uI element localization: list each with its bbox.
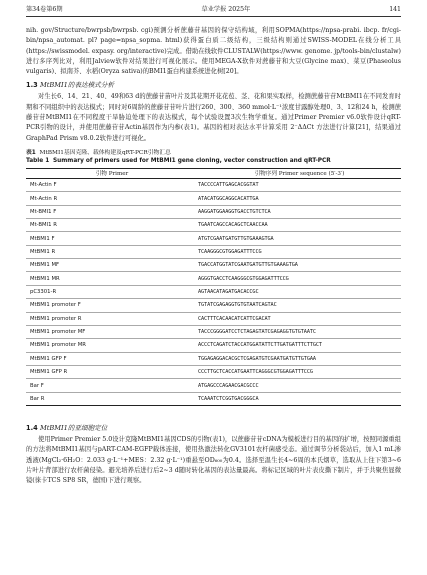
primer-sequence-cell: AAGGATGGAAGGTGACCTGTCTCA [198,205,401,218]
primer-name-cell: MtBMI1 R [26,245,198,258]
table-row [26,219,401,232]
table-label-en: Table 1 [26,157,50,164]
section-1-4-body: 使用Primer Premier 5.0设计克隆MtBMI1基因CDS的引物(表1)，以蔗藤苷苷cDNA为模板进行目的基因的扩增，按照同源重组的方法将MtBMI1基因与pART-CAM-EGFP载体连接，使用热激法转化GV3101农杆菌感受态。通过调节分析袋站后，加入1 mL渗透液(MgCl₂·6H₂O：2.033 g·L⁻¹+MES：2.32 g·L⁻¹)重悬至OD₆₀₀为0.4。选择至温生长4~6周的本氏烟草，选取从上往下第3~6片叶片背部进行农杆菌侵染。避光培养后进行后2~3 d随时转化基因的表达量最高。将标记区域的叶片表皮撕下制片，并于共聚焦显微镜(徕卡TCS SP8 SR，德国)下进行观察。 [26,436,401,485]
table-label: 表1 [26,149,36,156]
table-row [26,192,401,205]
primer-sequence-cell: ACCCTCAGATCTACCATGGATATTCTTGATGATTTCTTGCT [198,339,401,352]
primer-sequence-cell: TGTATCGAGAGGTGTGTAATCAGTAC [198,299,401,312]
primer-name-cell: MtBMI1 promoter MF [26,325,198,338]
primer-name-cell: Mt-Actin F [26,178,198,191]
table-row [26,245,401,258]
table-header-row [26,168,401,178]
column-header-sequence: 引物序列 Primer sequence (5′-3′) [198,168,401,178]
table-body [26,178,401,405]
primer-name-cell: Mt-Actin R [26,192,198,205]
table-title-en: Summary of primers used for MtBMI1 gene cloning, vector construction and qRT-PCR [52,157,331,164]
section-1-3-body: 对生长6、14、21、40、49和63 d的蔗藤苷苗叶片及其花期开花花苞、茎、花和果实取样，检测蔗藤苷苷MtBMI1在不同发育时期和不同组织中的表达模式；同时对6周龄的蔗藤苷苷叶片进行260、300、360 mmol·L⁻¹浓度甘露醇处理0、3、12和24 h，检测蔗藤苷苷MtBMI1在不同程度干旱胁迫处理下的表达模式，每个试验设置3次生物学重复。通过Primer Premier v6.0软件设计qRT-PCR引物的设计，并使用蔗藤苷苷Actin基因作为内参(表1)。基因的相对表达水平计算采用 2⁻ΔΔCt 方法进行计算[21]，结果通过GraphPad Prism v8.0.2软件进行可视化。 [26,93,401,142]
primer-name-cell: MtBMI1 promoter R [26,312,198,325]
table-row [26,272,401,285]
primer-name-cell: MtBMI1 promoter F [26,299,198,312]
table-row [26,205,401,218]
section-title: MtBMI1的亚细胞定位 [39,424,108,433]
table-row [26,178,401,191]
table-caption-en [26,157,401,165]
primer-sequence-cell: CCCTTGCTCACCATGAATTCAGGGCGTGGAGATTTCCG [198,366,401,379]
primer-table [26,168,401,406]
section-heading-1-4 [26,423,401,433]
table-row [26,352,401,365]
table-row [26,299,401,312]
primer-sequence-cell: TCAAATCTCGGTGACGGGCA [198,392,401,405]
section-title: MtBMI1的表达模式分析 [39,81,114,90]
table-row [26,325,401,338]
primer-sequence-cell: TGGAGAGGACACGCTCGAGATGTCGAATGATGTTGTGAA [198,352,401,365]
section-heading-1-3 [26,80,401,90]
column-header-primer: 引物 Primer [26,168,198,178]
table-row [26,339,401,352]
section-number: 1.4 [26,424,38,433]
table-row [26,312,401,325]
table-row [26,392,401,405]
primer-name-cell: Mt-BMI1 R [26,219,198,232]
table-row [26,259,401,272]
table-row [26,366,401,379]
primer-sequence-cell: AGGGTGACCTCAAGGGCGTGGAGATTTCCG [198,272,401,285]
table-row [26,232,401,245]
primer-name-cell: pC3301-R [26,285,198,298]
primer-name-cell: Mt-BMI1 F [26,205,198,218]
primer-name-cell: MtBMI1 GFP R [26,366,198,379]
primer-sequence-cell: AGTAACATAGATGACACCGC [198,285,401,298]
primer-sequence-cell: TACCCCATTGAGCACGGTAT [198,178,401,191]
primer-name-cell: MtBMI1 F [26,232,198,245]
primer-sequence-cell: CACTTTCACAACATCATTCGACAT [198,312,401,325]
primer-name-cell: MtBMI1 promoter MR [26,339,198,352]
table-caption-cn [26,149,401,157]
primer-name-cell: MtBMI1 MR [26,272,198,285]
primer-sequence-cell: ATGTCGAATGATGTTGTGAAAGTGA [198,232,401,245]
primer-sequence-cell: TCAAGGGCGTGGAGATTTCCG [198,245,401,258]
intro-paragraph: nih. gov/Structure/bwrpsb/bwrpsb. cgi)预测分析蔗藤苷基因的保守结构域，利用SOPMA(https://npsa-prabi. ibcp. fr/cgi-bin/npsa_automat. pl? page=npsa_sopma. html)获得蛋白质二级结构，三级结构则通过SWISS-MODEL在线分析工具(https://swissmodel. expasy. org/interactive)完成。借助在线软件CLUSTALW(https://www. genome. jp/tools-bin/clustalw)进行多序列比对，利用Jalview软件对结果进行可视化展示。使用MEGA-X软件对蔗藤苷和大豆(Glycine max)、菜豆(Phaseolus vulgaris)、拟南芥、水稻(Oryza sativa)的BMI1蛋白构建系统进化树[20]。 [26,27,401,76]
primer-sequence-cell: ATGAGCCCAGAACGACGCCC [198,379,401,392]
table-title-cn: MtBMI1基因克隆、载体构建及qRT-PCR引物汇总 [39,149,171,156]
table-row [26,285,401,298]
primer-name-cell: Bar F [26,379,198,392]
primer-name-cell: MtBMI1 GFP F [26,352,198,365]
primer-name-cell: MtBMI1 MF [26,259,198,272]
primer-sequence-cell: TGAATCAGCCACAGCTCAACCAA [198,219,401,232]
primer-sequence-cell: ATACATGGCAGGCACATTGA [198,192,401,205]
section-number: 1.3 [26,81,38,90]
table-row [26,379,401,392]
running-header [26,6,401,17]
primer-sequence-cell: TGACCATGGTATCGAATGATGTTGTGAAAGTGA [198,259,401,272]
primer-name-cell: Bar R [26,392,198,405]
header-volume: 第34卷第6期 [26,6,63,13]
header-journal: 草业学报 2025年 [201,6,251,13]
primer-sequence-cell: TACCCGGGGATCCTCTAGAGTATCGAGAGGTGTGTAATC [198,325,401,338]
header-page-number: 141 [389,6,401,13]
